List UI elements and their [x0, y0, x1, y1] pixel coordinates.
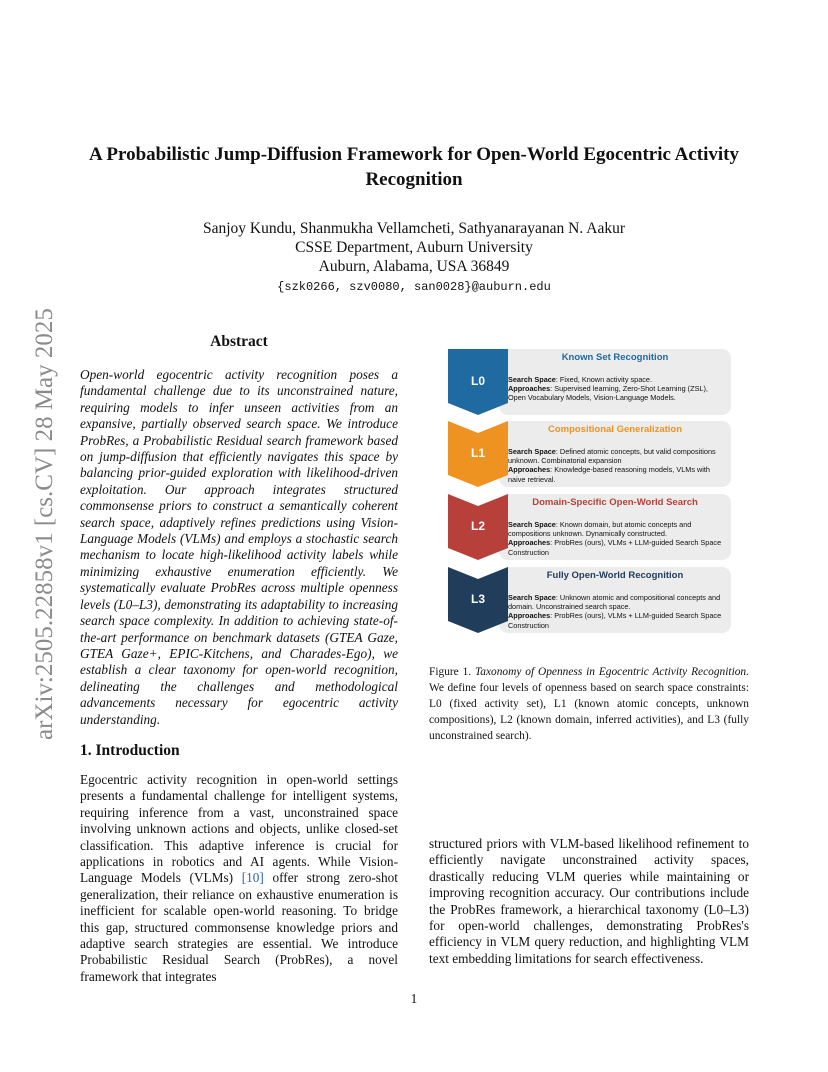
arxiv-identifier: arXiv:2505.22858v1 [cs.CV] 28 May 2025: [31, 308, 58, 740]
paper-title: [60, 142, 768, 192]
search-space-label: Search Space: [508, 520, 556, 529]
level-description: [508, 593, 727, 630]
caption-body: We define four levels of openness based on search space constraints: L0 (fixed activity set), L1 (known atomic concepts, unknown compositions), L2 (known domain, inferred activities), and L3 (fully unconstrained search).: [429, 682, 749, 743]
level-title: Domain-Specific Open-World Search: [532, 497, 698, 508]
location: Auburn, Alabama, USA 36849: [318, 258, 510, 275]
introduction-heading: 1. Introduction: [80, 742, 180, 759]
level-description: [508, 447, 727, 484]
citation-link[interactable]: [10]: [241, 870, 264, 886]
approaches-text: : Knowledge-based reasoning models, VLMs with naive retrieval.: [508, 465, 710, 484]
title-line-1: A Probabilistic Jump-Diffusion Framework for Open-World Egocentric Activity: [88, 144, 739, 165]
caption-title: Taxonomy of Openness in Egocentric Activity Recognition.: [475, 666, 749, 678]
level-label-l1: L1: [470, 446, 485, 460]
authors: Sanjoy Kundu, Shanmukha Vellamcheti, Sathyanarayanan N. Aakur: [203, 220, 625, 237]
level-description: [508, 375, 727, 403]
title-line-2: Recognition: [365, 169, 463, 190]
search-space-text: : Known domain, but atomic concepts and compositions unknown. Dynamically constructed.: [508, 520, 692, 539]
level-title: Known Set Recognition: [561, 352, 669, 363]
email: {szk0266, szv0080, san0028}@auburn.edu: [277, 280, 551, 294]
level-label-l0: L0: [470, 374, 485, 388]
search-space-label: Search Space: [508, 375, 556, 384]
level-card-l1: [499, 421, 731, 487]
abstract-heading: Abstract: [210, 333, 268, 350]
abstract-text: Open-world egocentric activity recognition poses a fundamental challenge due to its unconstrained nature, requiring models to infer unseen activities from an expansive, partially observed search space. We introduce ProbRes, a Probabilistic Residual search framework based on jump-diffusion that efficiently navigates this space by balancing prior-guided exploration with likelihood-driven exploitation. Our approach integrates structured commonsense priors to construct a semantically coherent search space, adaptively refines predictions using Vision-Language Models (VLMs) and employs a stochastic search mechanism to locate high-likelihood activity labels while minimizing exhaustive enumeration efficiently. We systematically evaluate ProbRes across multiple openness levels (L0–L3), demonstrating its adaptability to increasing search space complexity. In addition to achieving state-of-the-art performance on benchmark datasets (GTEA Gaze, GTEA Gaze+, EPIC-Kitchens, and Charades-Ego), we establish a clear taxonomy for open-world recognition, delineating the challenges and methodological advancements necessary for egocentric activity understanding.: [80, 367, 398, 727]
level-description: [508, 520, 727, 557]
column-2-text: structured priors with VLM-based likelihood refinement to efficiently navigate unconstrained activity spaces, drastically reducing VLM queries while maintaining or improving recognition accuracy. Our contributions include the ProbRes framework, a hierarchical taxonomy (L0–L3) for open-world challenges, demonstrating ProbRes's efficiency in VLM query reduction, and highlighting VLM text embedding limitations for search effectiveness.: [429, 836, 749, 966]
level-title: Compositional Generalization: [547, 424, 683, 435]
intro-text-part-1: Egocentric activity recognition in open-world settings presents a fundamental challenge for intelligent systems, requiring inference from a vast, unconstrained space involving unknown actions and objects, unlike closed-set classification. This adaptive inference is crucial for applications in robotics and AI agents. While Vision-Language Models (VLMs): [80, 772, 398, 886]
page-number: 1: [410, 991, 418, 1006]
department: CSSE Department, Auburn University: [295, 239, 533, 256]
intro-text-part-2: offer strong zero-shot generalization, their reliance on exhaustive enumeration is inefficient for scalable open-world reasoning. To bridge this gap, structured commonsense knowledge priors and adaptive search strategies are essential. We introduce Probabilistic Residual Search (ProbRes), a novel framework that integrates: [80, 870, 398, 984]
caption-label: Figure 1.: [429, 666, 472, 678]
introduction-text: [80, 772, 398, 985]
level-title: Fully Open-World Recognition: [546, 570, 684, 581]
search-space-label: Search Space: [508, 447, 556, 456]
figure-caption: [429, 664, 749, 744]
approaches-label: Approaches: [508, 538, 551, 548]
search-space-text: : Defined atomic concepts, but valid compositions unknown. Combinatorial expansion: [508, 447, 716, 466]
approaches-label: Approaches: [508, 465, 551, 475]
search-space-label: Search Space: [508, 593, 556, 602]
approaches-label: Approaches: [508, 384, 551, 394]
search-space-text: : Fixed, Known activity space.: [555, 375, 652, 384]
level-card-l0: [499, 349, 731, 415]
approaches-text: : ProbRes (ours), VLMs + LLM-guided Search Space Construction: [508, 611, 722, 630]
level-label-l2: L2: [470, 519, 485, 533]
level-label-l3: L3: [470, 592, 485, 606]
approaches-text: : Supervised learning, Zero-Shot Learning (ZSL), Open Vocabulary Models, Vision-Language Models.: [508, 384, 708, 403]
search-space-text: : Unknown atomic and compositional concepts and domain. Unconstrained search space.: [508, 593, 721, 612]
level-card-l3: [499, 567, 731, 633]
approaches-text: : ProbRes (ours), VLMs + LLM-guided Search Space Construction: [508, 538, 722, 557]
approaches-label: Approaches: [508, 611, 551, 621]
level-card-l2: [499, 494, 731, 560]
